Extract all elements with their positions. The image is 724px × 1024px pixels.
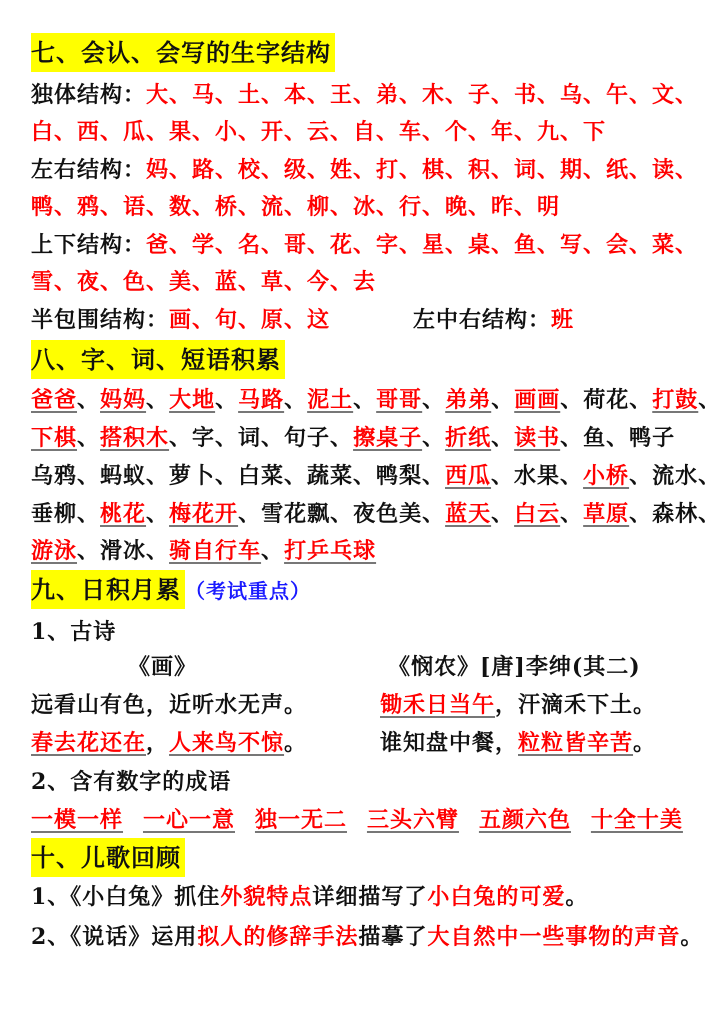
text-line xyxy=(31,922,703,952)
text-line xyxy=(31,80,698,110)
idiom: 一模一样 xyxy=(31,807,124,833)
exam-focus-note: （考试重点） xyxy=(185,579,311,603)
highlighted-term: 游泳 xyxy=(31,538,78,564)
highlighted-term: 爸爸 xyxy=(31,387,78,413)
section-8-heading: 八、字、词、短语积累 xyxy=(31,340,285,379)
text-segment: 1、《小白兔》抓住 xyxy=(31,884,221,910)
highlighted-term: 下棋 xyxy=(31,425,78,451)
text-line xyxy=(31,267,376,297)
text-segment: 左右结构： xyxy=(31,157,147,183)
text-segment: 上下结构： xyxy=(31,232,147,258)
highlighted-term: 人来鸟不惊 xyxy=(169,730,285,756)
subheading-poems: 1、古诗 xyxy=(31,619,117,645)
key-text: 鸭、鸦、语、数、桥、流、柳、冰、行、晚、昨、明 xyxy=(31,194,561,220)
text-segment: 、 xyxy=(146,387,170,413)
highlighted-term: 西瓜 xyxy=(445,463,492,489)
text-line xyxy=(31,423,675,453)
structure-lmr-line xyxy=(413,305,574,335)
text-segment: 、流水、 xyxy=(629,463,722,489)
section-7-heading: 七、会认、会写的生字结构 xyxy=(31,33,335,72)
section-9-heading: 九、日积月累 xyxy=(31,570,185,609)
highlighted-term: 读书 xyxy=(514,425,561,451)
key-text: 爸、学、名、哥、花、字、星、桌、鱼、写、会、菜、 xyxy=(146,232,699,258)
key-text: 雪、夜、色、美、蓝、草、今、去 xyxy=(31,269,377,295)
text-segment: 、 xyxy=(560,501,584,527)
text-segment: 、 xyxy=(215,387,239,413)
poem-1-title: 《画》 xyxy=(128,654,198,680)
text-segment: 、 xyxy=(284,387,308,413)
text-segment: 谁知盘中餐， xyxy=(380,730,519,756)
idiom: 五颜六色 xyxy=(478,807,571,833)
text-segment: 、 xyxy=(146,501,170,527)
text-line xyxy=(31,230,698,260)
text-segment: 、滑冰、 xyxy=(77,538,170,564)
highlighted-term: 折纸 xyxy=(445,425,492,451)
key-text: 大、马、土、本、王、弟、木、子、书、乌、午、文、 xyxy=(146,82,699,108)
highlighted-term: 大地 xyxy=(169,387,216,413)
idiom: 一心一意 xyxy=(142,807,235,833)
highlighted-term: 打乒乓球 xyxy=(284,538,377,564)
highlighted-term: 打鼓 xyxy=(652,387,699,413)
poem-2-line xyxy=(380,690,656,720)
text-segment: 、荷花、 xyxy=(560,387,653,413)
highlighted-term: 春去花还在 xyxy=(31,730,147,756)
text-segment: 。 xyxy=(633,730,657,756)
poem-1-line xyxy=(31,690,307,720)
text-segment: 。 xyxy=(565,884,589,910)
text-line xyxy=(31,536,376,566)
highlighted-term: 小桥 xyxy=(583,463,630,489)
text-segment: 、 xyxy=(353,387,377,413)
text-segment: 、字、词、句子、 xyxy=(169,425,354,451)
highlighted-term: 骑自行车 xyxy=(169,538,262,564)
key-text: 大自然中一些事物的声音 xyxy=(427,924,681,950)
highlighted-term: 擦桌子 xyxy=(353,425,423,451)
text-line xyxy=(31,499,721,529)
subheading-idioms: 2、含有数字的成语 xyxy=(31,769,232,795)
text-segment: 、 xyxy=(491,425,515,451)
text-segment: 、 xyxy=(261,538,285,564)
text-line xyxy=(31,882,588,912)
highlighted-term: 妈妈 xyxy=(100,387,147,413)
text-segment: 、 xyxy=(77,425,101,451)
text-segment: 远看山有色，近听水无声。 xyxy=(31,692,308,718)
text-segment: 垂柳、 xyxy=(31,501,101,527)
half-chars: 画、句、原、这 xyxy=(169,307,331,333)
text-line xyxy=(31,461,721,491)
text-segment: 、鱼、鸭子 xyxy=(560,425,676,451)
idiom: 十全十美 xyxy=(590,807,683,833)
idiom: 独一无二 xyxy=(254,807,347,833)
text-line xyxy=(31,385,721,415)
text-segment: 、森林、 xyxy=(629,501,722,527)
highlighted-term: 粒粒皆辛苦 xyxy=(518,730,634,756)
lmr-chars: 班 xyxy=(551,307,575,333)
idiom-list xyxy=(31,805,683,835)
key-text: 外貌特点 xyxy=(220,884,313,910)
highlighted-term: 锄禾日当午 xyxy=(380,692,496,718)
structure-half-line xyxy=(31,305,330,335)
text-segment: 、 xyxy=(491,387,515,413)
text-segment: 、 xyxy=(698,387,722,413)
poem-1-line xyxy=(31,728,307,758)
text-line xyxy=(31,117,606,147)
highlighted-term: 梅花开 xyxy=(169,501,239,527)
highlighted-term: 桃花 xyxy=(100,501,147,527)
key-text: 白、西、瓜、果、小、开、云、自、车、个、年、九、下 xyxy=(31,119,607,145)
text-segment: 。 xyxy=(680,924,704,950)
text-segment: 、 xyxy=(77,387,101,413)
key-text: 妈、路、校、级、姓、打、棋、积、词、期、纸、读、 xyxy=(146,157,699,183)
text-line xyxy=(31,155,698,185)
poem-2-line xyxy=(380,728,656,758)
text-segment: 。 xyxy=(284,730,308,756)
half-label: 半包围结构： xyxy=(31,307,170,333)
highlighted-term: 白云 xyxy=(514,501,561,527)
text-segment: 、 xyxy=(491,501,515,527)
key-text: 拟人的修辞手法 xyxy=(197,924,359,950)
highlighted-term: 马路 xyxy=(238,387,285,413)
poem-2-title: 《悯农》[唐]李绅(其二) xyxy=(388,654,641,680)
highlighted-term: 搭积木 xyxy=(100,425,170,451)
highlighted-term: 泥土 xyxy=(307,387,354,413)
text-segment: ， xyxy=(146,730,170,756)
text-segment: 、雪花飘、夜色美、 xyxy=(238,501,446,527)
text-segment: 、水果、 xyxy=(491,463,584,489)
text-segment: 、 xyxy=(422,387,446,413)
highlighted-term: 草原 xyxy=(583,501,630,527)
highlighted-term: 弟弟 xyxy=(445,387,492,413)
highlighted-term: 画画 xyxy=(514,387,561,413)
highlighted-term: 哥哥 xyxy=(376,387,423,413)
section-10-heading: 十、儿歌回顾 xyxy=(31,838,185,877)
idiom: 三头六臂 xyxy=(366,807,459,833)
text-segment: 详细描写了 xyxy=(312,884,428,910)
text-segment: 2、《说话》运用 xyxy=(31,924,198,950)
text-segment: 描摹了 xyxy=(358,924,428,950)
section-9-heading-line xyxy=(31,570,311,609)
key-text: 小白兔的可爱 xyxy=(427,884,566,910)
highlighted-term: 蓝天 xyxy=(445,501,492,527)
text-segment: 、 xyxy=(422,425,446,451)
text-segment: ，汗滴禾下土。 xyxy=(495,692,657,718)
text-line xyxy=(31,192,560,222)
text-segment: 独体结构： xyxy=(31,82,147,108)
lmr-label: 左中右结构： xyxy=(413,307,552,333)
text-segment: 乌鸦、蚂蚁、萝卜、白菜、蔬菜、鸭梨、 xyxy=(31,463,446,489)
